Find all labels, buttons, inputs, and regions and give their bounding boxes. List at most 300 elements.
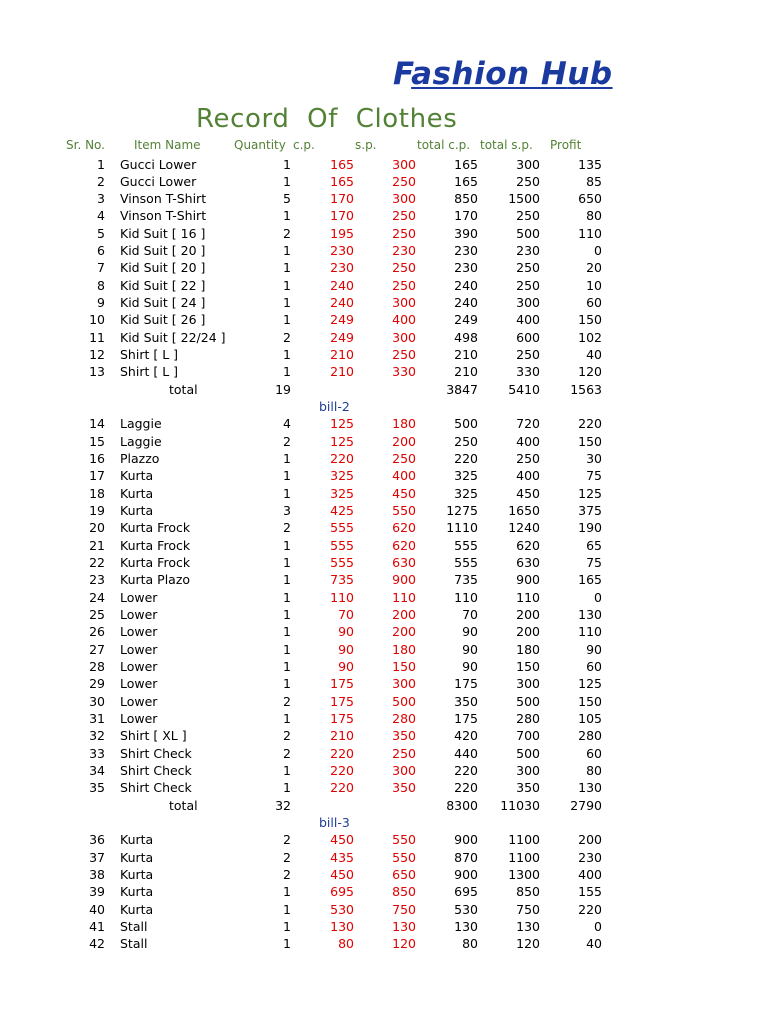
quantity-cell: 1	[283, 295, 291, 311]
total-sp-cell: 600	[516, 329, 540, 345]
total-cp-cell: 1110	[446, 520, 478, 536]
total-sp-cell: 400	[516, 312, 540, 328]
table-row	[0, 589, 768, 606]
table-row	[0, 363, 768, 380]
total-sp-cell: 1240	[508, 520, 540, 536]
cost-price-cell: 249	[330, 329, 354, 345]
header-sr-no: Sr. No.	[66, 138, 105, 152]
selling-price-cell: 250	[392, 277, 416, 293]
quantity-cell: 1	[283, 607, 291, 623]
quantity-cell: 1	[283, 711, 291, 727]
total-cp-cell: 170	[454, 208, 478, 224]
table-row	[0, 693, 768, 710]
total-sp-cell: 1100	[508, 849, 540, 865]
table-row	[0, 779, 768, 796]
profit-cell: 75	[586, 555, 602, 571]
item-name-cell: Shirt Check	[120, 763, 192, 779]
item-name-cell: Kid Suit [ 20 ]	[120, 243, 206, 259]
table-row	[0, 277, 768, 294]
item-name-cell: Vinson T-Shirt	[120, 208, 207, 224]
total-cp-cell: 240	[454, 277, 478, 293]
table-row	[0, 173, 768, 190]
quantity-cell: 1	[283, 572, 291, 588]
item-name-cell: Gucci Lower	[120, 156, 197, 172]
sr-no-cell: 41	[89, 919, 105, 935]
quantity-cell: 1	[283, 277, 291, 293]
total-cp-cell: 220	[454, 763, 478, 779]
item-name-cell: Kurta	[120, 867, 154, 883]
total-sp-cell: 280	[516, 711, 540, 727]
table-row	[0, 935, 768, 952]
total-cp-cell: 735	[454, 572, 478, 588]
cost-price-cell: 530	[330, 901, 354, 917]
profit-cell: 40	[586, 936, 602, 952]
total-sp-cell: 500	[516, 693, 540, 709]
bill-label-row	[0, 814, 768, 831]
sr-no-cell: 26	[89, 624, 105, 640]
item-name-cell: Kurta	[120, 832, 154, 848]
total-cp-cell: 390	[454, 225, 478, 241]
table-row	[0, 190, 768, 207]
sr-no-cell: 24	[89, 589, 105, 605]
profit-cell: 60	[586, 295, 602, 311]
item-name-cell: Lower	[120, 624, 158, 640]
total-sp-cell: 180	[516, 641, 540, 657]
cost-price-cell: 110	[330, 589, 354, 605]
cost-price-cell: 220	[330, 745, 354, 761]
cost-price-cell: 230	[330, 260, 354, 276]
bill-label: bill-3	[319, 815, 350, 831]
profit-cell: 135	[578, 156, 602, 172]
table-row	[0, 727, 768, 744]
selling-price-cell: 900	[392, 572, 416, 588]
profit-cell: 130	[578, 607, 602, 623]
total-sp-cell: 250	[516, 347, 540, 363]
bill-label: bill-2	[319, 399, 350, 415]
total-cp-cell: 240	[454, 295, 478, 311]
sr-no-cell: 12	[89, 347, 105, 363]
item-name-cell: Plazzo	[120, 451, 160, 467]
total-cp-cell: 900	[454, 832, 478, 848]
item-name-cell: Stall	[120, 919, 148, 935]
cost-price-cell: 80	[338, 936, 354, 952]
selling-price-cell: 200	[392, 433, 416, 449]
table-row	[0, 849, 768, 866]
total-sp-cell: 450	[516, 485, 540, 501]
table-row	[0, 329, 768, 346]
sr-no-cell: 36	[89, 832, 105, 848]
sr-no-cell: 33	[89, 745, 105, 761]
total-cp-cell: 900	[454, 867, 478, 883]
sr-no-cell: 40	[89, 901, 105, 917]
brand-title	[393, 56, 613, 92]
sr-no-cell: 8	[97, 277, 105, 293]
profit-cell: 150	[578, 312, 602, 328]
quantity-cell: 1	[283, 589, 291, 605]
selling-price-cell: 630	[392, 555, 416, 571]
quantity-cell: 1	[283, 763, 291, 779]
table-row	[0, 242, 768, 259]
cost-price-cell: 240	[330, 277, 354, 293]
cost-price-cell: 125	[330, 416, 354, 432]
total-row	[0, 797, 768, 814]
quantity-cell: 5	[283, 191, 291, 207]
cost-price-cell: 90	[338, 641, 354, 657]
selling-price-cell: 250	[392, 225, 416, 241]
total-quantity: 32	[275, 797, 291, 813]
sr-no-cell: 37	[89, 849, 105, 865]
quantity-cell: 4	[283, 416, 291, 432]
item-name-cell: Lower	[120, 693, 158, 709]
total-sp-cell: 400	[516, 433, 540, 449]
table-row	[0, 156, 768, 173]
profit-cell: 75	[586, 468, 602, 484]
quantity-cell: 1	[283, 243, 291, 259]
total-cp: 8300	[446, 797, 478, 813]
sr-no-cell: 5	[97, 225, 105, 241]
table-row	[0, 450, 768, 467]
quantity-cell: 1	[283, 260, 291, 276]
quantity-cell: 1	[283, 347, 291, 363]
total-cp-cell: 110	[454, 589, 478, 605]
cost-price-cell: 165	[330, 173, 354, 189]
table-row	[0, 866, 768, 883]
profit-cell: 0	[594, 919, 602, 935]
selling-price-cell: 120	[392, 936, 416, 952]
selling-price-cell: 110	[392, 589, 416, 605]
selling-price-cell: 250	[392, 347, 416, 363]
sr-no-cell: 10	[89, 312, 105, 328]
profit-cell: 80	[586, 763, 602, 779]
table-row	[0, 641, 768, 658]
item-name-cell: Kurta Frock	[120, 555, 191, 571]
table-row	[0, 901, 768, 918]
header-cp: c.p.	[293, 138, 315, 152]
total-cp-cell: 230	[454, 260, 478, 276]
sr-no-cell: 6	[97, 243, 105, 259]
cost-price-cell: 435	[330, 849, 354, 865]
profit-cell: 80	[586, 208, 602, 224]
table-row	[0, 606, 768, 623]
selling-price-cell: 300	[392, 295, 416, 311]
selling-price-cell: 400	[392, 312, 416, 328]
brand-part-2: ashion H	[411, 56, 568, 92]
total-cp-cell: 230	[454, 243, 478, 259]
total-profit: 1563	[570, 381, 602, 397]
item-name-cell: Kurta	[120, 849, 154, 865]
total-cp-cell: 440	[454, 745, 478, 761]
cost-price-cell: 450	[330, 867, 354, 883]
cost-price-cell: 125	[330, 433, 354, 449]
profit-cell: 85	[586, 173, 602, 189]
quantity-cell: 1	[283, 312, 291, 328]
selling-price-cell: 280	[392, 711, 416, 727]
total-cp-cell: 175	[454, 711, 478, 727]
selling-price-cell: 200	[392, 607, 416, 623]
profit-cell: 200	[578, 832, 602, 848]
table-row	[0, 294, 768, 311]
selling-price-cell: 300	[392, 156, 416, 172]
table-row	[0, 571, 768, 588]
quantity-cell: 1	[283, 537, 291, 553]
cost-price-cell: 220	[330, 780, 354, 796]
bill-label-row	[0, 398, 768, 415]
sr-no-cell: 15	[89, 433, 105, 449]
total-cp-cell: 165	[454, 173, 478, 189]
quantity-cell: 1	[283, 173, 291, 189]
table-row	[0, 831, 768, 848]
item-name-cell: Lower	[120, 676, 158, 692]
quantity-cell: 1	[283, 676, 291, 692]
sr-no-cell: 7	[97, 260, 105, 276]
total-cp-cell: 870	[454, 849, 478, 865]
cost-price-cell: 70	[338, 607, 354, 623]
total-cp-cell: 530	[454, 901, 478, 917]
table-row	[0, 485, 768, 502]
total-profit: 2790	[570, 797, 602, 813]
profit-cell: 120	[578, 364, 602, 380]
total-sp-cell: 130	[516, 919, 540, 935]
item-name-cell: Gucci Lower	[120, 173, 197, 189]
cost-price-cell: 735	[330, 572, 354, 588]
table-row	[0, 658, 768, 675]
cost-price-cell: 170	[330, 208, 354, 224]
selling-price-cell: 350	[392, 780, 416, 796]
selling-price-cell: 330	[392, 364, 416, 380]
total-sp-cell: 750	[516, 901, 540, 917]
selling-price-cell: 250	[392, 208, 416, 224]
selling-price-cell: 300	[392, 191, 416, 207]
table-row	[0, 918, 768, 935]
total-sp-cell: 250	[516, 208, 540, 224]
total-sp-cell: 900	[516, 572, 540, 588]
item-name-cell: Vinson T-Shirt	[120, 191, 207, 207]
selling-price-cell: 550	[392, 849, 416, 865]
profit-cell: 0	[594, 589, 602, 605]
total-cp-cell: 555	[454, 537, 478, 553]
cost-price-cell: 230	[330, 243, 354, 259]
table-row	[0, 311, 768, 328]
sr-no-cell: 4	[97, 208, 105, 224]
quantity-cell: 1	[283, 364, 291, 380]
quantity-cell: 2	[283, 849, 291, 865]
cost-price-cell: 450	[330, 832, 354, 848]
total-cp-cell: 175	[454, 676, 478, 692]
profit-cell: 130	[578, 780, 602, 796]
total-sp-cell: 110	[516, 589, 540, 605]
item-name-cell: Kid Suit [ 24 ]	[120, 295, 206, 311]
cost-price-cell: 175	[330, 676, 354, 692]
selling-price-cell: 300	[392, 676, 416, 692]
sr-no-cell: 20	[89, 520, 105, 536]
quantity-cell: 2	[283, 832, 291, 848]
total-sp-cell: 250	[516, 173, 540, 189]
quantity-cell: 2	[283, 745, 291, 761]
sr-no-cell: 31	[89, 711, 105, 727]
profit-cell: 20	[586, 260, 602, 276]
brand-part-3: ub	[567, 56, 613, 92]
total-cp-cell: 90	[462, 624, 478, 640]
quantity-cell: 1	[283, 884, 291, 900]
sr-no-cell: 2	[97, 173, 105, 189]
profit-cell: 10	[586, 277, 602, 293]
total-sp: 5410	[508, 381, 540, 397]
item-name-cell: Kurta	[120, 884, 154, 900]
total-sp-cell: 300	[516, 676, 540, 692]
total-cp-cell: 165	[454, 156, 478, 172]
total-cp-cell: 695	[454, 884, 478, 900]
cost-price-cell: 90	[338, 624, 354, 640]
total-sp-cell: 1650	[508, 503, 540, 519]
total-sp-cell: 250	[516, 451, 540, 467]
total-sp-cell: 720	[516, 416, 540, 432]
table-row	[0, 762, 768, 779]
cost-price-cell: 555	[330, 555, 354, 571]
total-cp-cell: 80	[462, 936, 478, 952]
quantity-cell: 2	[283, 433, 291, 449]
total-cp-cell: 350	[454, 693, 478, 709]
header-sp: s.p.	[355, 138, 377, 152]
total-cp: 3847	[446, 381, 478, 397]
selling-price-cell: 350	[392, 728, 416, 744]
cost-price-cell: 90	[338, 659, 354, 675]
sr-no-cell: 42	[89, 936, 105, 952]
table-row	[0, 207, 768, 224]
item-name-cell: Kid Suit [ 26 ]	[120, 312, 206, 328]
quantity-cell: 2	[283, 329, 291, 345]
profit-cell: 90	[586, 641, 602, 657]
total-sp-cell: 250	[516, 277, 540, 293]
selling-price-cell: 200	[392, 624, 416, 640]
total-sp-cell: 230	[516, 243, 540, 259]
table-row	[0, 675, 768, 692]
selling-price-cell: 450	[392, 485, 416, 501]
total-sp-cell: 250	[516, 260, 540, 276]
profit-cell: 220	[578, 416, 602, 432]
total-sp-cell: 1500	[508, 191, 540, 207]
table-row	[0, 745, 768, 762]
profit-cell: 0	[594, 243, 602, 259]
cost-price-cell: 249	[330, 312, 354, 328]
total-sp-cell: 620	[516, 537, 540, 553]
header-item-name: Item Name	[134, 138, 201, 152]
sr-no-cell: 39	[89, 884, 105, 900]
sr-no-cell: 25	[89, 607, 105, 623]
total-sp-cell: 330	[516, 364, 540, 380]
selling-price-cell: 300	[392, 329, 416, 345]
selling-price-cell: 250	[392, 745, 416, 761]
cost-price-cell: 555	[330, 537, 354, 553]
item-name-cell: Lower	[120, 659, 158, 675]
item-name-cell: Lower	[120, 641, 158, 657]
cost-price-cell: 195	[330, 225, 354, 241]
table-row	[0, 710, 768, 727]
selling-price-cell: 850	[392, 884, 416, 900]
profit-cell: 280	[578, 728, 602, 744]
total-sp-cell: 500	[516, 225, 540, 241]
item-name-cell: Kurta	[120, 901, 154, 917]
total-sp-cell: 200	[516, 607, 540, 623]
cost-price-cell: 170	[330, 191, 354, 207]
selling-price-cell: 180	[392, 641, 416, 657]
total-sp-cell: 200	[516, 624, 540, 640]
total-cp-cell: 500	[454, 416, 478, 432]
item-name-cell: Kurta	[120, 468, 154, 484]
item-name-cell: Shirt [ L ]	[120, 347, 179, 363]
profit-cell: 40	[586, 347, 602, 363]
profit-cell: 150	[578, 433, 602, 449]
table-row	[0, 225, 768, 242]
sr-no-cell: 38	[89, 867, 105, 883]
quantity-cell: 1	[283, 468, 291, 484]
selling-price-cell: 230	[392, 243, 416, 259]
total-cp-cell: 420	[454, 728, 478, 744]
total-cp-cell: 249	[454, 312, 478, 328]
item-name-cell: Shirt Check	[120, 745, 192, 761]
total-sp-cell: 630	[516, 555, 540, 571]
cost-price-cell: 695	[330, 884, 354, 900]
profit-cell: 375	[578, 503, 602, 519]
item-name-cell: Shirt [ XL ]	[120, 728, 187, 744]
sr-no-cell: 3	[97, 191, 105, 207]
table-row	[0, 537, 768, 554]
total-sp-cell: 700	[516, 728, 540, 744]
profit-cell: 155	[578, 884, 602, 900]
sr-no-cell: 11	[89, 329, 105, 345]
header-total-sp: total s.p.	[480, 138, 533, 152]
quantity-cell: 2	[283, 693, 291, 709]
item-name-cell: Shirt [ L ]	[120, 364, 179, 380]
profit-cell: 650	[578, 191, 602, 207]
total-cp-cell: 70	[462, 607, 478, 623]
cost-price-cell: 325	[330, 485, 354, 501]
profit-cell: 110	[578, 225, 602, 241]
sr-no-cell: 27	[89, 641, 105, 657]
item-name-cell: Kid Suit [ 16 ]	[120, 225, 206, 241]
quantity-cell: 1	[283, 624, 291, 640]
header-total-cp: total c.p.	[417, 138, 471, 152]
sr-no-cell: 16	[89, 451, 105, 467]
profit-cell: 65	[586, 537, 602, 553]
sr-no-cell: 35	[89, 780, 105, 796]
profit-cell: 60	[586, 745, 602, 761]
selling-price-cell: 250	[392, 173, 416, 189]
total-cp-cell: 1275	[446, 503, 478, 519]
cost-price-cell: 130	[330, 919, 354, 935]
total-sp-cell: 850	[516, 884, 540, 900]
selling-price-cell: 650	[392, 867, 416, 883]
total-cp-cell: 498	[454, 329, 478, 345]
total-cp-cell: 90	[462, 641, 478, 657]
total-sp-cell: 400	[516, 468, 540, 484]
brand-part-1: F	[393, 56, 412, 92]
quantity-cell: 1	[283, 485, 291, 501]
table-row	[0, 554, 768, 571]
total-cp-cell: 220	[454, 451, 478, 467]
sr-no-cell: 13	[89, 364, 105, 380]
total-label: total	[169, 797, 198, 813]
total-cp-cell: 325	[454, 468, 478, 484]
selling-price-cell: 300	[392, 763, 416, 779]
selling-price-cell: 500	[392, 693, 416, 709]
profit-cell: 105	[578, 711, 602, 727]
selling-price-cell: 550	[392, 503, 416, 519]
table-row	[0, 433, 768, 450]
item-name-cell: Kurta	[120, 485, 154, 501]
item-name-cell: Stall	[120, 936, 148, 952]
profit-cell: 110	[578, 624, 602, 640]
cost-price-cell: 210	[330, 728, 354, 744]
